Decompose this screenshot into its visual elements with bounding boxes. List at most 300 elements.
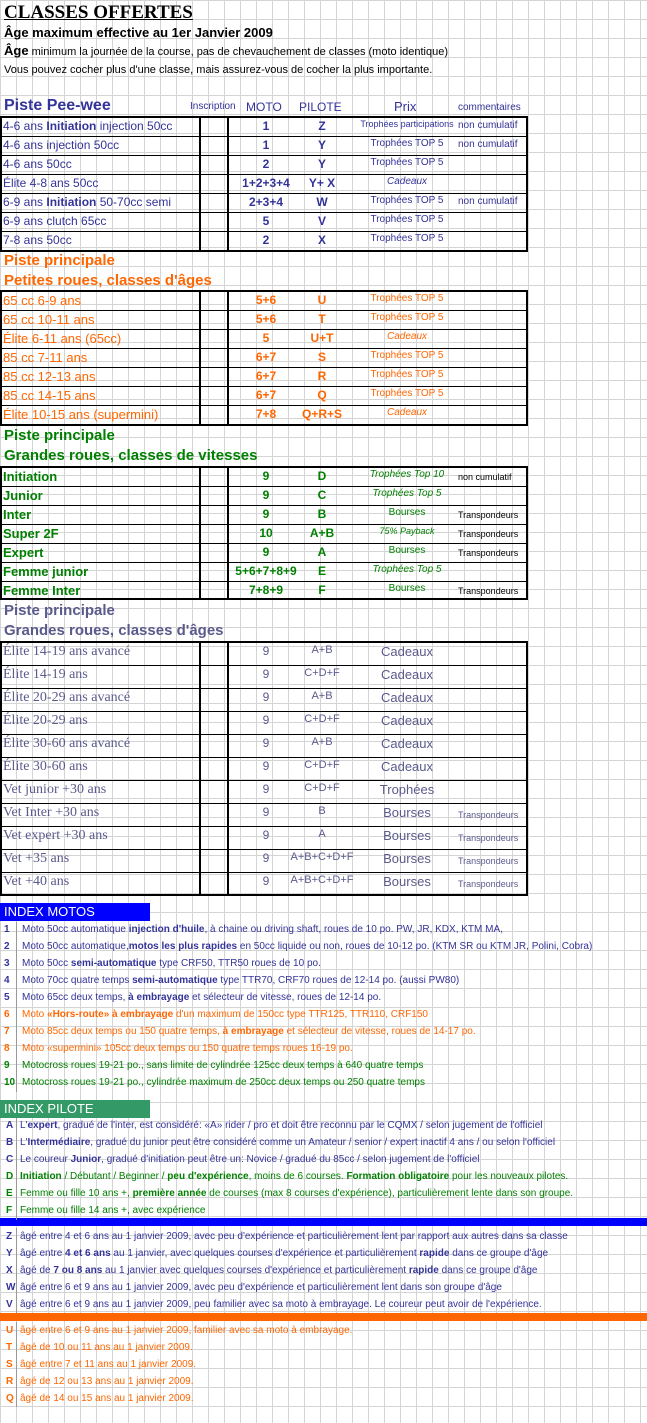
section-petites-title1: Piste principale bbox=[4, 252, 115, 269]
prix-value: Bourses bbox=[383, 874, 431, 889]
prix-value: Cadeaux bbox=[380, 644, 434, 659]
row-divider bbox=[0, 348, 528, 349]
class-label-bold: Initiation bbox=[46, 195, 97, 209]
prix-value: Bourses bbox=[383, 805, 431, 820]
class-label bbox=[3, 157, 72, 171]
class-label: 85 cc 7-11 ans bbox=[3, 350, 88, 365]
prix-value: Trophées TOP 5 bbox=[370, 388, 444, 399]
pilote-value: A+B bbox=[311, 736, 333, 748]
class-label: Vet expert +30 ans bbox=[3, 828, 108, 843]
row-divider bbox=[0, 543, 528, 544]
inscription-checkbox[interactable] bbox=[201, 387, 227, 404]
index-description-part: , moins de 6 courses. bbox=[248, 1171, 347, 1182]
class-label: Junior bbox=[3, 488, 43, 503]
class-label: 85 cc 14-15 ans bbox=[3, 388, 96, 403]
class-label: 85 cc 12-13 ans bbox=[3, 369, 96, 384]
pilote-value: A+B bbox=[311, 644, 333, 656]
row-divider bbox=[0, 174, 528, 175]
moto-value: 5 bbox=[262, 331, 270, 345]
inscription-checkbox[interactable] bbox=[201, 118, 227, 135]
row-divider bbox=[0, 310, 528, 311]
index-description-bold: injection d'huile bbox=[128, 924, 205, 935]
pilote-value: A+B+C+D+F bbox=[290, 851, 354, 863]
index-description-part: et sélecteur de vitesse, roues de 14-17 po. bbox=[283, 1026, 476, 1037]
index-description-part: âgé de bbox=[20, 1265, 54, 1276]
index-description-part: Moto 70cc quatre temps bbox=[22, 975, 133, 986]
pilote-value: E bbox=[317, 564, 326, 578]
inscription-checkbox[interactable] bbox=[201, 175, 227, 192]
index-description-part: dans ce groupe d'âge bbox=[438, 1265, 538, 1276]
index-moto-description bbox=[22, 941, 592, 952]
index-motos-title: INDEX MOTOS bbox=[0, 903, 150, 921]
pilote-value: A+B+C+D+F bbox=[290, 874, 354, 886]
index-key: V bbox=[6, 1299, 13, 1310]
index-pilote-key: C bbox=[6, 1154, 14, 1165]
index-description-part: type CRF50, TTR50 roues de 10 po. bbox=[156, 958, 321, 969]
index-moto-key: 7 bbox=[4, 1026, 10, 1037]
row-divider bbox=[0, 193, 528, 194]
index-description-part: pour les nouveaux pilotes. bbox=[449, 1171, 569, 1182]
prix-value: Trophées Top 5 bbox=[372, 488, 442, 499]
pilote-value: C+D+F bbox=[304, 713, 340, 725]
class-label bbox=[3, 214, 106, 228]
index-key: R bbox=[6, 1376, 14, 1387]
index-description bbox=[20, 1231, 568, 1242]
class-label: Femme Inter bbox=[3, 583, 81, 598]
class-label-part: 6-9 ans clutch 65cc bbox=[3, 214, 107, 228]
index-description-part: Moto bbox=[22, 1009, 48, 1020]
pilote-value: Y bbox=[317, 157, 326, 171]
index-description-part: et sélecteur de vitesse, roues de 12-14 po. bbox=[189, 992, 382, 1003]
index-moto-description bbox=[22, 975, 459, 986]
index-moto-key: 9 bbox=[4, 1060, 10, 1071]
class-label: Vet +40 ans bbox=[3, 874, 70, 889]
moto-value: 10 bbox=[259, 526, 273, 540]
prix-value: Trophées TOP 5 bbox=[370, 195, 444, 206]
pilote-value: A bbox=[318, 828, 326, 840]
moto-value: 9 bbox=[262, 874, 270, 888]
max-age-note: Âge maximum effective au 1er Janvier 2009 bbox=[4, 25, 273, 40]
index-pilote-key: B bbox=[6, 1137, 14, 1148]
moto-value: 9 bbox=[262, 828, 270, 842]
index-description-part: Moto 65cc deux temps, bbox=[22, 992, 129, 1003]
pilote-value: Q+R+S bbox=[301, 407, 343, 421]
index-moto-key: 3 bbox=[4, 958, 10, 969]
row-divider bbox=[0, 734, 528, 735]
index-pilote-title: INDEX PILOTE bbox=[0, 1100, 150, 1118]
index-description-bold: semi-automatique bbox=[132, 975, 218, 986]
moto-value: 5+6 bbox=[255, 312, 277, 326]
pilote-value: R bbox=[317, 369, 327, 383]
pilote-value: Y bbox=[317, 138, 326, 152]
prix-value: Cadeaux bbox=[380, 759, 434, 774]
moto-value: 9 bbox=[262, 488, 270, 502]
index-moto-key: 2 bbox=[4, 941, 10, 952]
comment-value: non cumulatif bbox=[458, 139, 518, 150]
pilote-value: U bbox=[317, 293, 327, 307]
prix-value: 75% Payback bbox=[379, 526, 435, 536]
index-description-part: âgé entre 6 et 9 ans au 1 janvier 2009, avec peu d'expérience et particulièrement lent dans son groupe d'âge bbox=[20, 1282, 502, 1293]
prix-value: Bourses bbox=[388, 583, 426, 594]
class-label-part: injection 50cc bbox=[96, 119, 173, 133]
pilote-value: W bbox=[316, 195, 328, 209]
class-label: Élite 20-29 ans avancé bbox=[3, 690, 131, 705]
class-label bbox=[3, 233, 72, 247]
row-divider bbox=[0, 505, 528, 506]
pilote-value: A+B bbox=[311, 690, 333, 702]
moto-value: 1 bbox=[262, 119, 270, 133]
inscription-checkbox[interactable] bbox=[201, 137, 227, 154]
prix-value: Bourses bbox=[388, 545, 426, 556]
index-column-divider bbox=[16, 1228, 17, 1313]
index-description-part: , gradué du junior peut être considéré comme un Amateur / senior / expert inactif 4 ans / ou selon l'officiel bbox=[90, 1137, 556, 1148]
prix-value: Trophées TOP 5 bbox=[370, 214, 444, 225]
inscription-checkbox[interactable] bbox=[201, 468, 227, 485]
pilote-value: V bbox=[317, 214, 326, 228]
section-ages-title2: Grandes roues, classes d'âges bbox=[4, 622, 224, 639]
index-description-part: , gradué de l'inter, est considéré: «A» rider / pro et doit être reconnu par le CQMX / selon jugement de l'officiel bbox=[57, 1120, 543, 1131]
index-description bbox=[20, 1393, 193, 1404]
orange-separator bbox=[0, 1313, 647, 1321]
index-pilote-key: D bbox=[6, 1171, 14, 1182]
pilote-value: C+D+F bbox=[304, 759, 340, 771]
inscription-checkbox[interactable] bbox=[201, 582, 227, 599]
index-key: Y bbox=[6, 1248, 13, 1259]
inscription-checkbox[interactable] bbox=[201, 712, 227, 733]
moto-value: 2+3+4 bbox=[248, 195, 284, 209]
index-pilote-description bbox=[20, 1120, 543, 1131]
blue-separator bbox=[0, 1218, 647, 1226]
index-description-bold: rapide bbox=[419, 1248, 450, 1259]
class-label: Vet junior +30 ans bbox=[3, 782, 107, 797]
pilote-value: B bbox=[317, 507, 327, 521]
prix-value: Cadeaux bbox=[380, 667, 434, 682]
comment-value: Transpondeurs bbox=[458, 833, 519, 843]
row-divider bbox=[0, 581, 528, 582]
index-moto-description bbox=[22, 924, 503, 935]
index-moto-key: 6 bbox=[4, 1009, 10, 1020]
row-divider bbox=[0, 757, 528, 758]
inscription-checkbox[interactable] bbox=[201, 506, 227, 523]
inscription-checkbox[interactable] bbox=[201, 666, 227, 687]
moto-value: 9 bbox=[262, 736, 270, 750]
inscription-checkbox[interactable] bbox=[201, 563, 227, 580]
index-description-part: âgé de 14 ou 15 ans au 1 janvier 2009. bbox=[20, 1393, 194, 1404]
pilote-value: Y+ X bbox=[308, 176, 336, 190]
index-description-part: Femme ou fille 14 ans +, avec expérience bbox=[20, 1205, 206, 1216]
row-divider bbox=[0, 872, 528, 873]
pilote-value: A bbox=[317, 545, 327, 559]
moto-value: 5+6 bbox=[255, 293, 277, 307]
index-description bbox=[20, 1282, 502, 1293]
pilote-value: Q bbox=[317, 388, 327, 402]
prix-value: Cadeaux bbox=[386, 176, 428, 187]
prix-value: Bourses bbox=[388, 507, 426, 518]
index-description-part: dans ce groupe d'âge bbox=[449, 1248, 549, 1259]
inscription-checkbox[interactable] bbox=[201, 406, 227, 423]
class-label-part: 4-6 ans bbox=[3, 119, 47, 133]
index-moto-key: 1 bbox=[4, 924, 10, 935]
inscription-checkbox[interactable] bbox=[201, 850, 227, 871]
moto-value: 7+8 bbox=[255, 407, 277, 421]
comment-value: Transpondeurs bbox=[458, 810, 519, 820]
index-moto-description bbox=[22, 958, 321, 969]
index-key: T bbox=[6, 1342, 13, 1353]
index-description-bold: semi-automatique bbox=[70, 958, 157, 969]
index-description-part: Moto 85cc deux temps ou 150 quatre temps, bbox=[22, 1026, 223, 1037]
moto-value: 9 bbox=[262, 713, 270, 727]
header-inscription: Inscription bbox=[190, 101, 236, 112]
prix-value: Trophées Top 10 bbox=[369, 469, 445, 480]
inscription-checkbox[interactable] bbox=[201, 330, 227, 347]
index-key: Z bbox=[6, 1231, 13, 1242]
inscription-checkbox[interactable] bbox=[201, 758, 227, 779]
class-label: Initiation bbox=[3, 469, 58, 484]
header-prix: Prix bbox=[394, 99, 417, 114]
class-label-part: 50-70cc semi bbox=[96, 195, 172, 209]
index-pilote-description bbox=[20, 1154, 479, 1165]
class-label-part: 7-8 ans 50cc bbox=[3, 233, 72, 247]
pilote-value: D bbox=[317, 469, 327, 483]
inscription-checkbox[interactable] bbox=[201, 213, 227, 230]
inscription-checkbox[interactable] bbox=[201, 544, 227, 561]
index-description-part: âgé entre 7 et 11 ans au 1 janvier 2009. bbox=[20, 1359, 197, 1370]
class-label bbox=[3, 138, 119, 152]
index-description-part: Moto 50cc bbox=[22, 958, 71, 969]
index-pilote-description bbox=[20, 1171, 568, 1182]
index-pilote-description bbox=[20, 1188, 573, 1199]
pilote-value: T bbox=[318, 312, 326, 326]
index-description-part: type TTR70, CRF70 roues de 12-14 po. (aussi PW80) bbox=[217, 975, 460, 986]
pilote-value: Z bbox=[318, 119, 326, 133]
index-description-bold: Junior bbox=[70, 1154, 102, 1165]
index-pilote-description bbox=[20, 1205, 205, 1216]
index-description-part: , gradué d'initiation peut être un: Novice / gradué du 85cc / selon jugement de l'officiel bbox=[101, 1154, 480, 1165]
index-description-part: âgé entre 6 et 9 ans au 1 janvier 2009, peu familier avec sa moto à embrayage. Le coureur peut avoir de l'expérience. bbox=[20, 1299, 542, 1310]
moto-value: 6+7 bbox=[255, 388, 277, 402]
header-moto: MOTO bbox=[246, 100, 282, 114]
class-label bbox=[3, 119, 172, 133]
class-label: Élite 30-60 ans bbox=[3, 759, 88, 774]
section-ages-title1: Piste principale bbox=[4, 602, 115, 619]
moto-value: 9 bbox=[262, 644, 270, 658]
index-description-part: au 1 janvier avec quelques courses d'expérience et particulièrement bbox=[102, 1265, 409, 1276]
prix-value: Trophées participations bbox=[360, 119, 454, 129]
index-description-part: L' bbox=[20, 1137, 28, 1148]
index-description-part: Le coureur bbox=[20, 1154, 71, 1165]
inscription-checkbox[interactable] bbox=[201, 232, 227, 249]
index-pilote-key: F bbox=[6, 1205, 13, 1216]
pilote-value: F bbox=[318, 583, 326, 597]
index-description-bold: 4 et 6 ans bbox=[65, 1248, 111, 1259]
prix-value: Trophées TOP 5 bbox=[370, 138, 444, 149]
inscription-checkbox[interactable] bbox=[201, 487, 227, 504]
moto-value: 9 bbox=[262, 690, 270, 704]
class-label bbox=[3, 195, 171, 209]
prix-value: Trophées bbox=[379, 782, 435, 797]
inscription-checkbox[interactable] bbox=[201, 643, 227, 664]
class-label-part: Élite 4-8 ans 50cc bbox=[3, 176, 99, 190]
inscription-checkbox[interactable] bbox=[201, 194, 227, 211]
page-title: CLASSES OFFERTES bbox=[4, 2, 193, 23]
header-commentaires: commentaires bbox=[458, 102, 521, 113]
pilote-value: X bbox=[317, 233, 326, 247]
index-description-part: Femme ou fille 10 ans +, bbox=[20, 1188, 133, 1199]
prix-value: Cadeaux bbox=[380, 690, 434, 705]
prix-value: Trophées TOP 5 bbox=[370, 369, 444, 380]
class-label-bold: Initiation bbox=[46, 119, 97, 133]
index-description-bold: Initiation bbox=[20, 1171, 62, 1182]
index-moto-key: 8 bbox=[4, 1043, 10, 1054]
moto-value: 9 bbox=[262, 805, 270, 819]
class-label: Élite 20-29 ans bbox=[3, 713, 88, 728]
index-description-bold: à embrayage bbox=[128, 992, 190, 1003]
section-petites-title2: Petites roues, classes d'âges bbox=[4, 272, 212, 289]
index-description-bold: rapide bbox=[408, 1265, 439, 1276]
index-description-part: Moto «supermini» 105cc deux temps ou 150 quatre temps roues 16-19 po. bbox=[22, 1043, 353, 1054]
comment-value: non cumulatif bbox=[458, 120, 518, 131]
class-label: Super 2F bbox=[3, 526, 59, 541]
index-description bbox=[20, 1342, 193, 1353]
class-label: Élite 10-15 ans (supermini) bbox=[3, 407, 159, 422]
index-description-part: en 50cc liquide ou non, roues de 10-12 po. (KTM SR ou KTM JR, Polini, Cobra) bbox=[237, 941, 593, 952]
index-description bbox=[20, 1376, 193, 1387]
class-label: 65 cc 6-9 ans bbox=[3, 293, 82, 308]
index-key: W bbox=[6, 1282, 16, 1293]
inscription-checkbox[interactable] bbox=[201, 827, 227, 848]
index-description-part: au 1 janvier, avec quelques courses d'expérience et particulièrement bbox=[110, 1248, 420, 1259]
index-description-part: âgé de 12 ou 13 ans au 1 janvier 2009. bbox=[20, 1376, 194, 1387]
row-divider bbox=[0, 231, 528, 232]
inscription-checkbox[interactable] bbox=[201, 873, 227, 894]
index-description-part: âgé entre 4 et 6 ans au 1 janvier 2009, avec peu d'expérience et particulièrement lent par rapport aux autres dans sa classe bbox=[20, 1231, 568, 1242]
inscription-checkbox[interactable] bbox=[201, 689, 227, 710]
comment-value: non cumulatif bbox=[458, 196, 518, 207]
row-divider bbox=[0, 803, 528, 804]
index-description bbox=[20, 1265, 537, 1276]
moto-value: 9 bbox=[262, 545, 270, 559]
index-description-part: âgé entre bbox=[20, 1248, 66, 1259]
pilote-value: B bbox=[318, 805, 326, 817]
pilote-value: C+D+F bbox=[304, 782, 340, 794]
index-description-bold: Intermédiaire bbox=[27, 1137, 91, 1148]
index-key: X bbox=[6, 1265, 13, 1276]
index-description-bold: première année bbox=[132, 1188, 207, 1199]
index-description-bold: expert bbox=[27, 1120, 58, 1131]
class-label: Vet Inter +30 ans bbox=[3, 805, 100, 820]
index-description-part: Moto 50cc automatique, bbox=[22, 941, 129, 952]
comment-value: Transpondeurs bbox=[458, 879, 519, 889]
index-pilote-description bbox=[20, 1137, 555, 1148]
index-column-divider bbox=[16, 1322, 17, 1407]
inscription-checkbox[interactable] bbox=[201, 311, 227, 328]
section-vitesses-title1: Piste principale bbox=[4, 427, 115, 444]
index-moto-description bbox=[22, 1026, 476, 1037]
index-description-part: de courses (max 8 courses d'expérience), particulièrement lente dans son groupe. bbox=[206, 1188, 574, 1199]
moto-value: 7+8+9 bbox=[248, 583, 284, 597]
pilote-value: U+T bbox=[310, 331, 334, 345]
section-peewee-title: Piste Pee-wee bbox=[4, 97, 111, 114]
index-description-part: / Débutant / Beginner / bbox=[61, 1171, 168, 1182]
pilote-value: C bbox=[317, 488, 327, 502]
comment-value: Transpondeurs bbox=[458, 548, 519, 558]
class-label: Élite 14-19 ans bbox=[3, 667, 88, 682]
inscription-checkbox[interactable] bbox=[201, 368, 227, 385]
moto-value: 2 bbox=[262, 157, 270, 171]
comment-value: Transpondeurs bbox=[458, 586, 519, 596]
index-key: Q bbox=[6, 1393, 14, 1404]
inscription-checkbox[interactable] bbox=[201, 156, 227, 173]
class-label: 65 cc 10-11 ans bbox=[3, 312, 95, 327]
index-description-bold: Formation obligatoire bbox=[346, 1171, 450, 1182]
index-moto-key: 4 bbox=[4, 975, 10, 986]
index-description-part: Motocross roues 19-21 po., sans limite de cylindrée 125cc deux temps à 640 quatre temps bbox=[22, 1060, 424, 1071]
inscription-checkbox[interactable] bbox=[201, 804, 227, 825]
class-label: Élite 6-11 ans (65cc) bbox=[3, 331, 122, 346]
moto-value: 5 bbox=[262, 214, 270, 228]
moto-value: 9 bbox=[262, 851, 270, 865]
index-description-bold: peu d'expérience bbox=[167, 1171, 249, 1182]
index-description bbox=[20, 1248, 548, 1259]
prix-value: Cadeaux bbox=[386, 331, 428, 342]
moto-value: 9 bbox=[262, 782, 270, 796]
index-pilote-key: E bbox=[6, 1188, 13, 1199]
moto-value: 6+7 bbox=[255, 350, 277, 364]
class-label-part: 4-6 ans 50cc bbox=[3, 157, 72, 171]
prix-value: Trophées Top 5 bbox=[372, 564, 442, 575]
index-moto-description bbox=[22, 992, 381, 1003]
index-moto-key: 5 bbox=[4, 992, 10, 1003]
row-divider bbox=[0, 136, 528, 137]
index-moto-key: 10 bbox=[4, 1077, 16, 1088]
index-description-bold: 7 ou 8 ans bbox=[53, 1265, 103, 1276]
index-column-divider bbox=[16, 1118, 17, 1220]
inscription-checkbox[interactable] bbox=[201, 525, 227, 542]
prix-value: Trophées TOP 5 bbox=[370, 312, 444, 323]
class-label-part: 6-9 ans bbox=[3, 195, 47, 209]
index-moto-description bbox=[22, 1077, 425, 1088]
pilote-value: A+B bbox=[309, 526, 335, 540]
class-label: Élite 14-19 ans avancé bbox=[3, 644, 131, 659]
comment-value: non cumulatif bbox=[458, 472, 512, 482]
index-column-divider bbox=[16, 922, 17, 1092]
moto-value: 1 bbox=[262, 138, 270, 152]
moto-value: 9 bbox=[262, 759, 270, 773]
moto-value: 5+6+7+8+9 bbox=[235, 564, 297, 578]
moto-value: 9 bbox=[262, 469, 270, 483]
row-divider bbox=[0, 386, 528, 387]
row-divider bbox=[0, 562, 528, 563]
prix-value: Cadeaux bbox=[380, 713, 434, 728]
class-label: Expert bbox=[3, 545, 44, 560]
moto-value: 1+2+3+4 bbox=[242, 176, 290, 190]
min-age-note: Âge minimum la journée de la course, pas de chevauchement de classes (moto identique) bbox=[4, 43, 449, 58]
inscription-checkbox[interactable] bbox=[201, 781, 227, 802]
row-divider bbox=[0, 367, 528, 368]
index-description bbox=[20, 1325, 352, 1336]
inscription-checkbox[interactable] bbox=[201, 292, 227, 309]
prix-value: Cadeaux bbox=[380, 736, 434, 751]
inscription-checkbox[interactable] bbox=[201, 735, 227, 756]
index-description-part: Moto 50cc automatique bbox=[22, 924, 129, 935]
index-moto-description bbox=[22, 1043, 353, 1054]
row-divider bbox=[0, 665, 528, 666]
index-description-part: âgé entre 6 et 9 ans au 1 janvier 2009, familier avec sa moto à embrayage. bbox=[20, 1325, 353, 1336]
inscription-checkbox[interactable] bbox=[201, 349, 227, 366]
comment-value: Transpondeurs bbox=[458, 510, 519, 520]
pilote-value: C+D+F bbox=[304, 667, 340, 679]
prix-value: Trophées TOP 5 bbox=[370, 293, 444, 304]
